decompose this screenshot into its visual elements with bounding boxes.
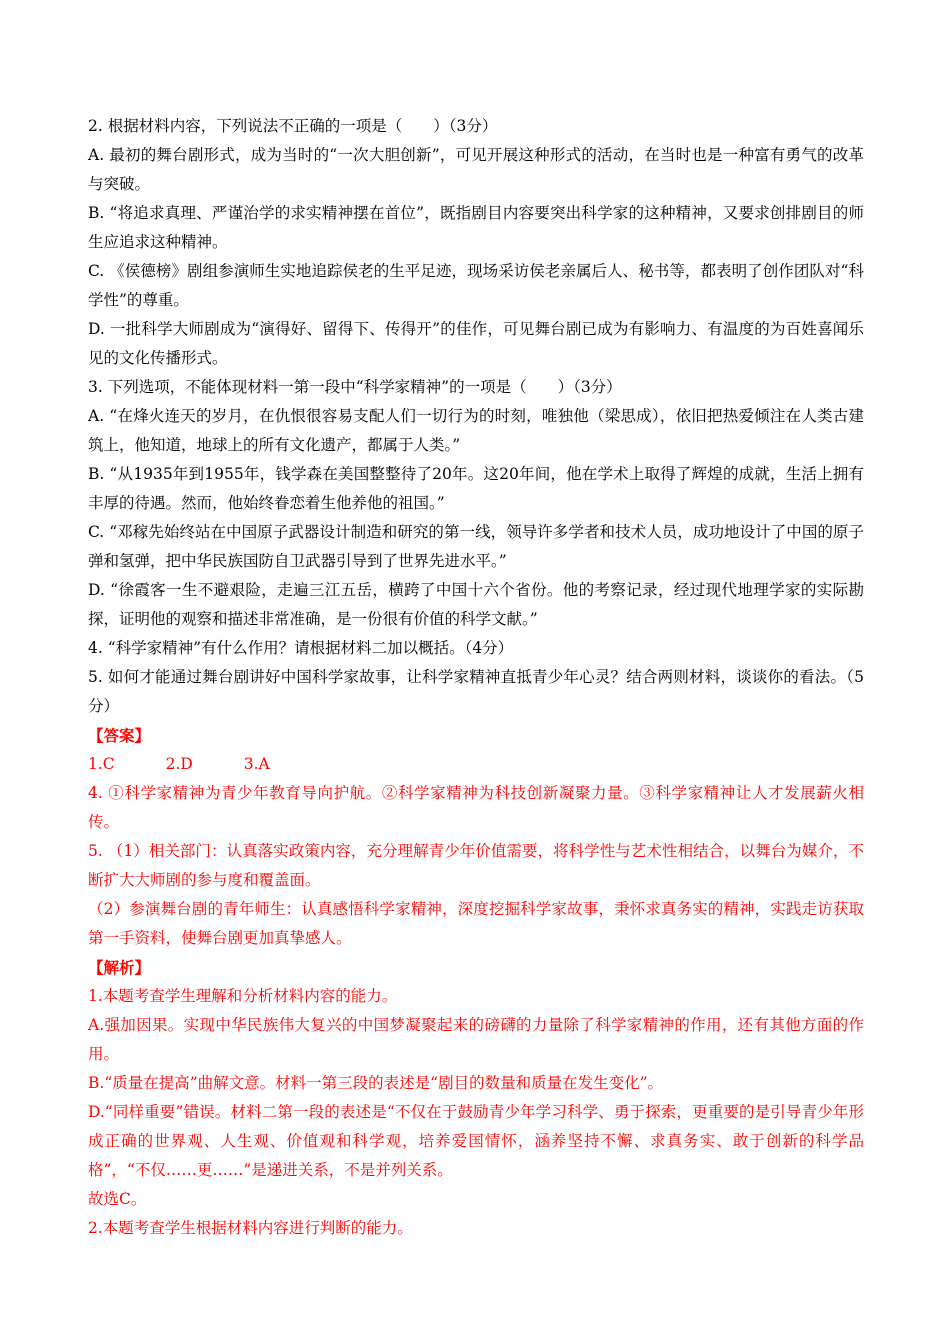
q3-option-c: C. “邓稼先始终站在中国原子武器设计制造和研究的第一线，领导许多学者和技术人员，成功地设计了中国的原子弹和氢弹，把中华民族国防自卫武器引导到了世界先进水平。” [88, 523, 864, 570]
q3-option-b: B. “从1935年到1955年，钱学森在美国整整待了20年。这20年间，他在学术上取得了辉煌的成就，生活上拥有丰厚的待遇。然而，他始终眷恋着生他养他的祖国。” [88, 465, 864, 512]
analysis-1-option-b: B.“质量在提高”曲解文意。材料一第三段的表述是“剧目的数量和质量在发生变化”。 [88, 1074, 664, 1092]
analysis-1-option-d: D.“同样重要”错误。材料二第一段的表述是“不仅在于鼓励青少年学习科学、勇于探索，更重要的是引导青少年形成正确的世界观、人生观、价值观和科学观，培养爱国情怀，涵养坚持不懈、求真务实、敢于创新的科学品格”，“不仅……更……”是递进关系，不是并列关系。 [88, 1103, 864, 1179]
q5-stem: 5. 如何才能通过舞台剧讲好中国科学家故事，让科学家精神直抵青少年心灵？结合两则材料，谈谈你的看法。（5分） [88, 668, 864, 715]
analysis-1-conclusion: 故选C。 [88, 1190, 147, 1208]
q3-option-d: D. “徐霞客一生不避艰险，走遍三江五岳，横跨了中国十六个省份。他的考察记录，经过现代地理学家的实际勘探，证明他的观察和描述非常准确，是一份很有价值的科学文献。” [88, 581, 864, 628]
analysis-heading: 【解析】 [88, 958, 151, 977]
answer-choices [88, 750, 864, 779]
q2-stem: 2. 根据材料内容，下列说法不正确的一项是（ ）（3分） [88, 117, 498, 135]
answer-choice-1: 1.C [88, 755, 115, 773]
answer-heading: 【答案】 [88, 726, 151, 745]
answer-4: 4. ①科学家精神为青少年教育导向护航。②科学家精神为科技创新凝聚力量。③科学家精神让人才发展薪火相传。 [88, 784, 864, 831]
q4-stem: 4. “科学家精神”有什么作用？请根据材料二加以概括。（4分） [88, 639, 514, 657]
q3-stem: 3. 下列选项，不能体现材料一第一段中“科学家精神”的一项是（ ）（3分） [88, 378, 622, 396]
answer-5-part-1: 5. （1）相关部门：认真落实政策内容，充分理解青少年价值需要，将科学性与艺术性相结合，以舞台为媒介，不断扩大大师剧的参与度和覆盖面。 [88, 842, 864, 889]
q2-option-a: A. 最初的舞台剧形式，成为当时的“一次大胆创新”，可见开展这种形式的活动，在当时也是一种富有勇气的改革与突破。 [88, 146, 864, 193]
analysis-1-option-a: A.强加因果。实现中华民族伟大复兴的中国梦凝聚起来的磅礴的力量除了科学家精神的作用，还有其他方面的作用。 [88, 1016, 864, 1063]
q2-option-c: C. 《侯德榜》剧组参演师生实地追踪侯老的生平足迹，现场采访侯老亲属后人、秘书等，都表明了创作团队对“科学性”的尊重。 [88, 262, 864, 309]
document-page [88, 112, 864, 1243]
answer-choice-2: 2.D [165, 755, 193, 773]
q2-option-d: D. 一批科学大师剧成为“演得好、留得下、传得开”的佳作，可见舞台剧已成为有影响力、有温度的为百姓喜闻乐见的文化传播形式。 [88, 320, 864, 367]
analysis-1-intro: 1.本题考查学生理解和分析材料内容的能力。 [88, 987, 398, 1005]
answer-choice-3: 3.A [243, 755, 270, 773]
q2-option-b: B. “将追求真理、严谨治学的求实精神摆在首位”，既指剧目内容要突出科学家的这种精神，又要求创排剧目的师生应追求这种精神。 [88, 204, 864, 251]
analysis-2-intro: 2.本题考查学生根据材料内容进行判断的能力。 [88, 1219, 413, 1237]
q3-option-a: A. “在烽火连天的岁月，在仇恨很容易支配人们一切行为的时刻，唯独他（梁思成），依旧把热爱倾注在人类古建筑上，他知道，地球上的所有文化遗产，都属于人类。” [88, 407, 864, 454]
answer-5-part-2: （2）参演舞台剧的青年师生：认真感悟科学家精神，深度挖掘科学家故事，秉怀求真务实的精神，实践走访获取第一手资料，使舞台剧更加真挚感人。 [88, 900, 864, 947]
